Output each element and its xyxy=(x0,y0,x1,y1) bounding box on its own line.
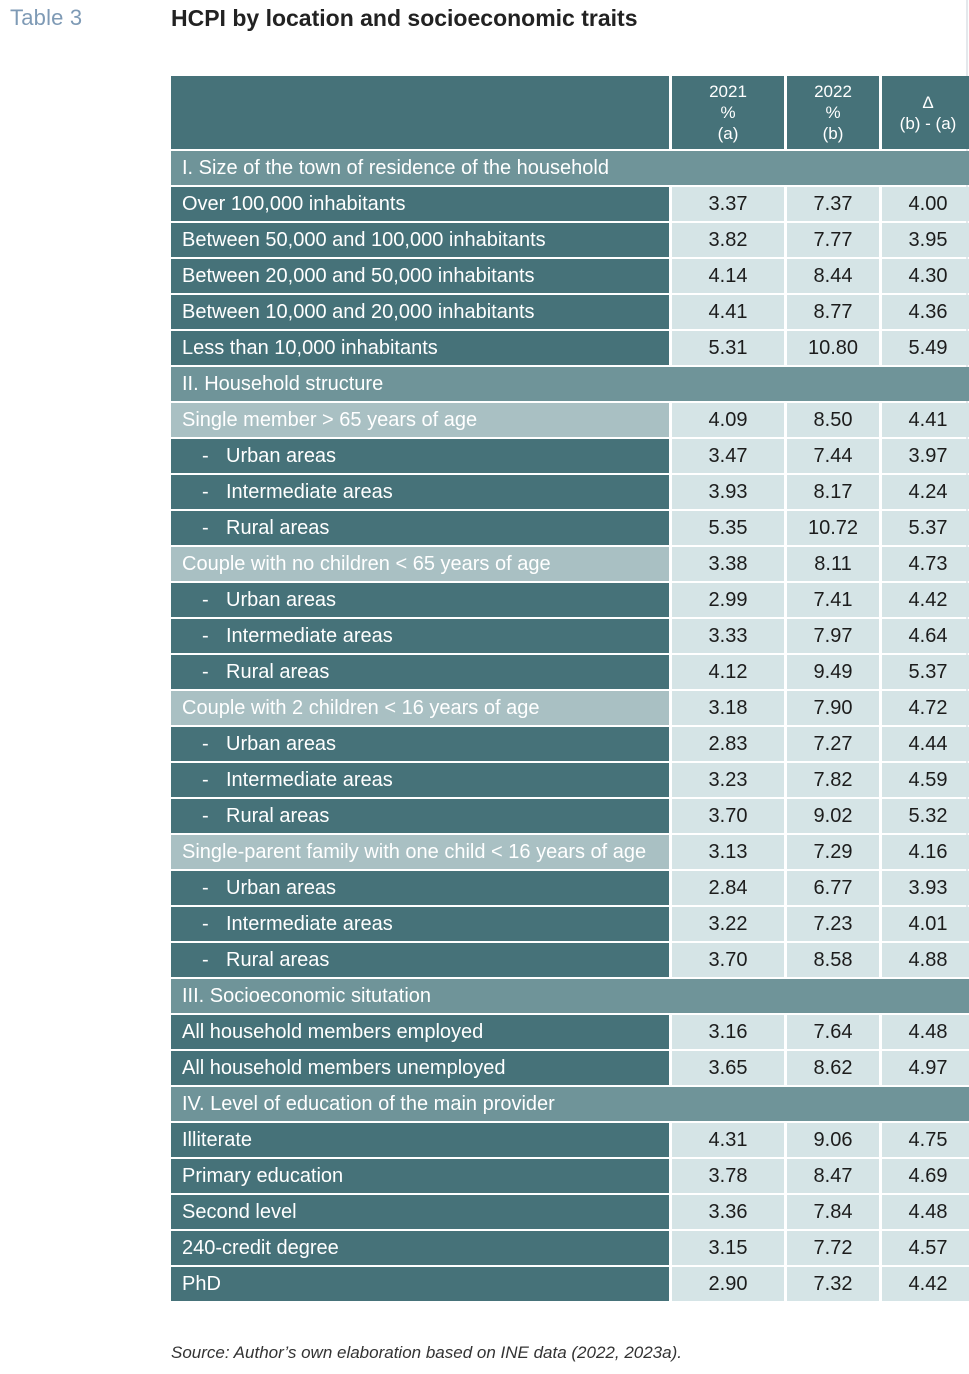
value-delta: 4.64 xyxy=(882,619,969,653)
value-delta: 5.32 xyxy=(882,799,969,833)
value-2022: 8.44 xyxy=(787,259,879,293)
value-2021: 3.33 xyxy=(672,619,784,653)
section-header: III. Socioeconomic situtation xyxy=(171,979,969,1013)
row-label xyxy=(171,331,669,365)
subgroup-row-label xyxy=(171,871,669,905)
value-delta: 4.97 xyxy=(882,1051,969,1085)
row-label xyxy=(171,1051,669,1085)
header-2022-key: (b) xyxy=(822,124,844,143)
value-2021: 3.18 xyxy=(672,691,784,725)
value-2022: 8.77 xyxy=(787,295,879,329)
value-delta: 5.49 xyxy=(882,331,969,365)
row-label-text: Second level xyxy=(182,1200,297,1223)
row-label-text: Rural areas xyxy=(226,948,330,971)
value-2022: 10.80 xyxy=(787,331,879,365)
source-note: Source: Author’s own elaboration based on INE data (2022, 2023a). xyxy=(171,1343,682,1362)
value-delta: 4.16 xyxy=(882,835,969,869)
value-2022: 9.06 xyxy=(787,1123,879,1157)
value-2022: 7.44 xyxy=(787,439,879,473)
row-label-text: Couple with no children < 65 years of age xyxy=(182,552,551,575)
value-delta: 4.01 xyxy=(882,907,969,941)
value-delta: 3.95 xyxy=(882,223,969,257)
value-2022: 7.82 xyxy=(787,763,879,797)
row-label-text: Urban areas xyxy=(226,732,337,755)
row-label xyxy=(171,1123,669,1157)
value-2022: 7.29 xyxy=(787,835,879,869)
group-row-label xyxy=(171,403,669,437)
table-title: HCPI by location and socioeconomic traits xyxy=(171,5,638,31)
bullet-dash: - xyxy=(202,444,209,467)
value-2021: 3.70 xyxy=(672,799,784,833)
value-2021: 4.31 xyxy=(672,1123,784,1157)
value-2022: 9.02 xyxy=(787,799,879,833)
value-delta: 4.24 xyxy=(882,475,969,509)
value-2021: 3.47 xyxy=(672,439,784,473)
group-row-label xyxy=(171,691,669,725)
header-delta-formula: (b) - (a) xyxy=(899,113,957,133)
row-label xyxy=(171,259,669,293)
value-delta: 4.73 xyxy=(882,547,969,581)
row-label-text: Over 100,000 inhabitants xyxy=(182,192,406,215)
value-delta: 4.72 xyxy=(882,691,969,725)
value-2022: 7.64 xyxy=(787,1015,879,1049)
subgroup-row-label xyxy=(171,583,669,617)
value-2022: 8.58 xyxy=(787,943,879,977)
subgroup-row-label xyxy=(171,763,669,797)
subgroup-row-label xyxy=(171,619,669,653)
header-2022-unit: % xyxy=(825,103,841,122)
bullet-dash: - xyxy=(202,660,209,683)
subgroup-row-label xyxy=(171,907,669,941)
row-label-text: Rural areas xyxy=(226,660,330,683)
row-label-text: Urban areas xyxy=(226,876,337,899)
value-delta: 4.69 xyxy=(882,1159,969,1193)
row-label xyxy=(171,1195,669,1229)
value-2021: 3.70 xyxy=(672,943,784,977)
row-label xyxy=(171,295,669,329)
row-label-text: Intermediate areas xyxy=(226,912,393,935)
row-label-text: Couple with 2 children < 16 years of age xyxy=(182,696,540,719)
row-label xyxy=(171,1159,669,1193)
value-delta: 3.97 xyxy=(882,439,969,473)
bullet-dash: - xyxy=(202,624,209,647)
value-2021: 3.13 xyxy=(672,835,784,869)
row-label-text: All household members employed xyxy=(182,1020,484,1043)
row-label-text: Illiterate xyxy=(182,1128,253,1151)
value-2022: 7.37 xyxy=(787,187,879,221)
subgroup-row-label xyxy=(171,799,669,833)
value-2021: 3.15 xyxy=(672,1231,784,1265)
value-2022: 8.11 xyxy=(787,547,879,581)
value-2022: 7.84 xyxy=(787,1195,879,1229)
value-delta: 4.42 xyxy=(882,1267,969,1301)
row-label-text: Between 10,000 and 20,000 inhabitants xyxy=(182,300,535,323)
value-2021: 3.93 xyxy=(672,475,784,509)
section-header: I. Size of the town of residence of the household xyxy=(171,151,969,185)
value-2021: 5.35 xyxy=(672,511,784,545)
row-label xyxy=(171,1267,669,1301)
value-2022: 7.41 xyxy=(787,583,879,617)
bullet-dash: - xyxy=(202,804,209,827)
value-2022: 7.23 xyxy=(787,907,879,941)
table-number-label: Table 3 xyxy=(10,5,83,30)
value-2021: 3.78 xyxy=(672,1159,784,1193)
row-label xyxy=(171,187,669,221)
value-2021: 3.16 xyxy=(672,1015,784,1049)
value-2021: 4.09 xyxy=(672,403,784,437)
header-2021-unit: % xyxy=(720,103,736,122)
bullet-dash: - xyxy=(202,768,209,791)
value-2021: 2.83 xyxy=(672,727,784,761)
value-delta: 3.93 xyxy=(882,871,969,905)
row-label-text: 240-credit degree xyxy=(182,1236,339,1259)
subgroup-row-label xyxy=(171,727,669,761)
value-2021: 3.82 xyxy=(672,223,784,257)
bullet-dash: - xyxy=(202,516,209,539)
row-label-text: Rural areas xyxy=(226,516,330,539)
row-label-text: Single-parent family with one child < 16 years of age xyxy=(182,840,647,863)
value-delta: 5.37 xyxy=(882,655,969,689)
header-label-cell xyxy=(171,76,669,149)
header-2021-key: (a) xyxy=(717,124,739,143)
row-label-text: Between 20,000 and 50,000 inhabitants xyxy=(182,264,535,287)
value-2022: 9.49 xyxy=(787,655,879,689)
subgroup-row-label xyxy=(171,475,669,509)
value-delta: 4.42 xyxy=(882,583,969,617)
row-label-text: Urban areas xyxy=(226,444,337,467)
value-delta: 5.37 xyxy=(882,511,969,545)
value-2022: 8.62 xyxy=(787,1051,879,1085)
bullet-dash: - xyxy=(202,912,209,935)
value-delta: 4.30 xyxy=(882,259,969,293)
value-delta: 4.36 xyxy=(882,295,969,329)
value-2022: 8.47 xyxy=(787,1159,879,1193)
row-label-text: Rural areas xyxy=(226,804,330,827)
section-header: II. Household structure xyxy=(171,367,969,401)
row-label-text: Less than 10,000 inhabitants xyxy=(182,336,438,359)
value-2021: 4.41 xyxy=(672,295,784,329)
row-label-text: PhD xyxy=(182,1272,221,1295)
bullet-dash: - xyxy=(202,876,209,899)
bullet-dash: - xyxy=(202,948,209,971)
row-label-text: Intermediate areas xyxy=(226,480,393,503)
header-2021 xyxy=(672,76,784,149)
value-delta: 4.48 xyxy=(882,1015,969,1049)
row-label-text: Intermediate areas xyxy=(226,768,393,791)
section-header: IV. Level of education of the main provider xyxy=(171,1087,969,1121)
value-2022: 10.72 xyxy=(787,511,879,545)
value-2021: 4.12 xyxy=(672,655,784,689)
value-2021: 3.65 xyxy=(672,1051,784,1085)
row-label xyxy=(171,1231,669,1265)
value-delta: 4.00 xyxy=(882,187,969,221)
value-2022: 8.17 xyxy=(787,475,879,509)
value-2021: 2.84 xyxy=(672,871,784,905)
row-label-text: Urban areas xyxy=(226,588,337,611)
row-label-text: Primary education xyxy=(182,1164,344,1187)
subgroup-row-label xyxy=(171,655,669,689)
value-2021: 2.99 xyxy=(672,583,784,617)
header-2022 xyxy=(787,76,879,149)
value-2022: 7.97 xyxy=(787,619,879,653)
value-2022: 6.77 xyxy=(787,871,879,905)
header-2021-year: 2021 xyxy=(709,82,747,101)
value-2021: 4.14 xyxy=(672,259,784,293)
value-delta: 4.48 xyxy=(882,1195,969,1229)
value-2021: 3.38 xyxy=(672,547,784,581)
value-2022: 8.50 xyxy=(787,403,879,437)
value-2021: 3.37 xyxy=(672,187,784,221)
value-2021: 3.36 xyxy=(672,1195,784,1229)
group-row-label xyxy=(171,835,669,869)
value-2022: 7.32 xyxy=(787,1267,879,1301)
row-label xyxy=(171,223,669,257)
value-2021: 3.22 xyxy=(672,907,784,941)
bullet-dash: - xyxy=(202,588,209,611)
group-row-label xyxy=(171,547,669,581)
value-delta: 4.75 xyxy=(882,1123,969,1157)
value-delta: 4.44 xyxy=(882,727,969,761)
bullet-dash: - xyxy=(202,732,209,755)
value-2021: 2.90 xyxy=(672,1267,784,1301)
value-delta: 4.88 xyxy=(882,943,969,977)
value-2022: 7.90 xyxy=(787,691,879,725)
subgroup-row-label xyxy=(171,439,669,473)
value-2021: 3.23 xyxy=(672,763,784,797)
bullet-dash: - xyxy=(202,480,209,503)
header-2022-year: 2022 xyxy=(814,82,852,101)
subgroup-row-label xyxy=(171,511,669,545)
value-2022: 7.27 xyxy=(787,727,879,761)
value-2022: 7.77 xyxy=(787,223,879,257)
header-delta xyxy=(882,76,969,149)
value-2022: 7.72 xyxy=(787,1231,879,1265)
row-label-text: Intermediate areas xyxy=(226,624,393,647)
value-delta: 4.57 xyxy=(882,1231,969,1265)
row-label xyxy=(171,1015,669,1049)
value-delta: 4.59 xyxy=(882,763,969,797)
subgroup-row-label xyxy=(171,943,669,977)
value-2021: 5.31 xyxy=(672,331,784,365)
row-label-text: All household members unemployed xyxy=(182,1056,506,1079)
hcpi-table xyxy=(171,76,955,1303)
row-label-text: Single member > 65 years of age xyxy=(182,408,478,431)
value-delta: 4.41 xyxy=(882,403,969,437)
row-label-text: Between 50,000 and 100,000 inhabitants xyxy=(182,228,546,251)
header-delta-symbol: Δ xyxy=(922,92,934,112)
